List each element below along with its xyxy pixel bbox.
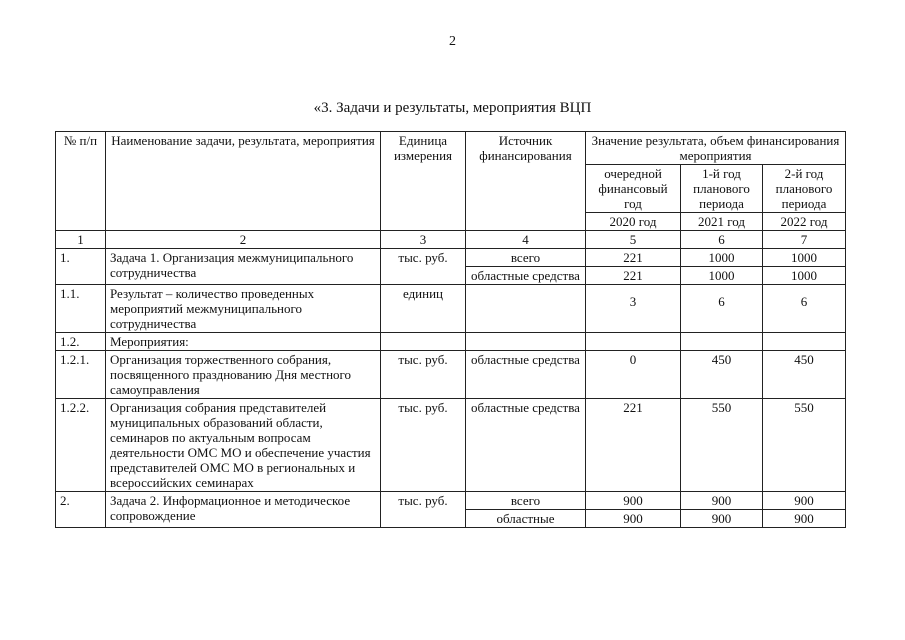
row-name: Задача 2. Информационное и методическое сопровождение (106, 492, 381, 528)
table-row (56, 492, 846, 510)
row-value-2022: 450 (763, 351, 846, 399)
header-year-3-value: 2022 год (763, 213, 846, 231)
header-num: № п/п (56, 132, 106, 231)
row-unit: единиц (381, 285, 466, 333)
table-row (56, 333, 846, 351)
header-name: Наименование задачи, результата, мероприятия (106, 132, 381, 231)
row-value-2021: 900 (681, 492, 763, 510)
row-name: Задача 1. Организация межмуниципального сотрудничества (106, 249, 381, 285)
row-num: 1.1. (56, 285, 106, 333)
table-row (56, 351, 846, 399)
page-number: 2 (449, 34, 456, 49)
row-value-2020: 3 (586, 285, 681, 333)
header-source: Источник финансирования (466, 132, 586, 231)
row-unit: тыс. руб. (381, 399, 466, 492)
row-value-2020: 900 (586, 510, 681, 528)
row-value-2022: 6 (763, 285, 846, 333)
row-name: Мероприятия: (106, 333, 381, 351)
row-source: областные средства (466, 399, 586, 492)
row-value-2022: 1000 (763, 267, 846, 285)
row-source: областные средства (466, 267, 586, 285)
col-number: 2 (106, 231, 381, 249)
header-year-2-value: 2021 год (681, 213, 763, 231)
tasks-results-table (55, 131, 846, 528)
row-num: 1. (56, 249, 106, 285)
row-unit: тыс. руб. (381, 492, 466, 528)
row-value-2021: 450 (681, 351, 763, 399)
row-value-2022: 1000 (763, 249, 846, 267)
section-title: «3. Задачи и результаты, мероприятия ВЦП (313, 100, 592, 116)
col-number: 3 (381, 231, 466, 249)
col-number: 4 (466, 231, 586, 249)
table-row (56, 285, 846, 333)
row-value-2022: 900 (763, 510, 846, 528)
row-num: 1.2.2. (56, 399, 106, 492)
col-number: 1 (56, 231, 106, 249)
row-value-2020: 221 (586, 249, 681, 267)
header-year-2: 1-й год планового периода (681, 165, 763, 213)
header-value-group: Значение результата, объем финансирования мероприятия (586, 132, 846, 165)
row-value-2021: 550 (681, 399, 763, 492)
row-value-2021: 1000 (681, 267, 763, 285)
row-unit: тыс. руб. (381, 249, 466, 285)
header-unit: Единица измерения (381, 132, 466, 231)
row-value-2020: 0 (586, 351, 681, 399)
table-row (56, 399, 846, 492)
col-number: 7 (763, 231, 846, 249)
row-num: 2. (56, 492, 106, 528)
header-year-3: 2-й год планового периода (763, 165, 846, 213)
col-number: 6 (681, 231, 763, 249)
row-value-2020: 221 (586, 267, 681, 285)
row-value-2022: 900 (763, 492, 846, 510)
row-source (466, 285, 586, 333)
column-numbers-row (56, 231, 846, 249)
row-num: 1.2.1. (56, 351, 106, 399)
row-name: Организация торжественного собрания, посвященного празднованию Дня местного самоуправления (106, 351, 381, 399)
header-year-1-value: 2020 год (586, 213, 681, 231)
row-source: областные (466, 510, 586, 528)
row-unit: тыс. руб. (381, 351, 466, 399)
row-name: Результат – количество проведенных мероприятий межмуниципального сотрудничества (106, 285, 381, 333)
row-value-2020: 221 (586, 399, 681, 492)
col-number: 5 (586, 231, 681, 249)
header-row (56, 132, 846, 165)
header-year-1: очередной финансовый год (586, 165, 681, 213)
row-value-2021: 900 (681, 510, 763, 528)
row-value-2021: 1000 (681, 249, 763, 267)
table-row (56, 249, 846, 267)
row-source: областные средства (466, 351, 586, 399)
row-source: всего (466, 492, 586, 510)
row-value-2021: 6 (681, 285, 763, 333)
row-value-2020: 900 (586, 492, 681, 510)
row-source: всего (466, 249, 586, 267)
row-name: Организация собрания представителей муниципальных образований области, семинаров по актуальным вопросам деятельности ОМС МО и обеспечение участия представителей ОМС МО в региональных и всероссийских семинарах (106, 399, 381, 492)
row-value-2022: 550 (763, 399, 846, 492)
row-num: 1.2. (56, 333, 106, 351)
